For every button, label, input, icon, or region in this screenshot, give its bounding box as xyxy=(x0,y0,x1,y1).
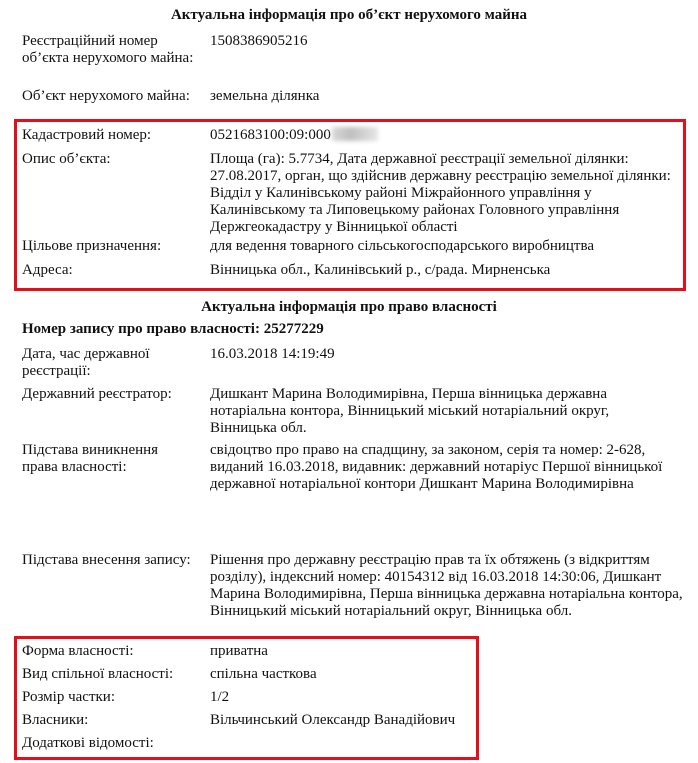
label-registration-number: Реєстраційний номер об’єкта нерухомого майна: xyxy=(22,33,194,66)
label-share-size: Розмір частки: xyxy=(22,689,115,705)
redacted-blur xyxy=(332,127,378,141)
value-object-description: Площа (га): 5.7734, Дата державної реєстрації земельної ділянки: 27.08.2017, орган, що здійснив державну реєстрацію земельної ділянки: Відділ у Калинівському районі Міжрайонного управління у Калинівському та Липовецькому районах Головного управління Держгеокадастру у Вінницької області xyxy=(210,151,671,235)
label-registrar: Державний реєстратор: xyxy=(22,386,172,402)
section1-title: Актуальна інформація про об’єкт нерухомого майна xyxy=(170,7,528,23)
label-joint-ownership-type: Вид спільної власності: xyxy=(22,666,174,682)
label-record-basis: Підстава внесення запису: xyxy=(22,552,191,568)
value-purpose: для ведення товарного сільськогосподарського виробництва xyxy=(210,238,595,254)
value-share-size: 1/2 xyxy=(210,689,230,705)
label-ownership-basis: Підстава виникнення права власності: xyxy=(22,442,159,475)
label-ownership-form: Форма власності: xyxy=(22,643,134,659)
label-purpose: Цільове призначення: xyxy=(22,238,162,254)
value-cadastral-number xyxy=(210,127,690,144)
value-ownership-form: приватна xyxy=(210,643,268,659)
label-registration-date: Дата, час державної реєстрації: xyxy=(22,346,150,379)
section2-title: Актуальна інформація про право власності xyxy=(201,299,497,315)
label-owners: Власники: xyxy=(22,712,89,728)
value-joint-ownership-type: спільна часткова xyxy=(210,666,317,682)
label-additional-info: Додаткові відомості: xyxy=(22,735,154,751)
label-address: Адреса: xyxy=(22,262,73,278)
value-registration-number: 1508386905216 xyxy=(210,33,308,49)
cadastral-number-text: 0521683100:09:000 xyxy=(210,127,331,143)
record-number-heading: Номер запису про право власності: 25277229 xyxy=(22,321,324,337)
value-registration-date: 16.03.2018 14:19:49 xyxy=(210,346,335,362)
value-record-basis: Рішення про державну реєстрацію прав та їх обтяжень (з відкриттям розділу), індексний номер: 40154312 від 16.03.2018 14:30:06, Дишкант Марина Володимирівна, Перша вінницька державна нотаріальна контора, Вінницький міський нотаріальний округ, Вінницька обл. xyxy=(210,552,683,619)
label-cadastral-number: Кадастровий номер: xyxy=(22,127,152,143)
value-address: Вінницька обл., Калинівський р., с/рада. Мирненська xyxy=(210,262,551,278)
label-object-type: Об’єкт нерухомого майна: xyxy=(22,88,190,104)
value-registrar: Дишкант Марина Володимирівна, Перша вінницька державна нотаріальна контора, Вінницький міський нотаріальний округ, Вінницька обл. xyxy=(210,386,610,436)
value-ownership-basis: свідоцтво про право на спадщину, за законом, серія та номер: 2-628, виданий 16.03.2018, видавник: державний нотаріус Першої вінницької державної нотаріальної контори Дишкант Марина Володимирівна xyxy=(210,442,663,492)
label-object-description: Опис об’єкта: xyxy=(22,151,111,167)
value-object-type: земельна ділянка xyxy=(210,88,320,104)
value-owners: Вільчинський Олександр Ванадійович xyxy=(210,712,456,728)
